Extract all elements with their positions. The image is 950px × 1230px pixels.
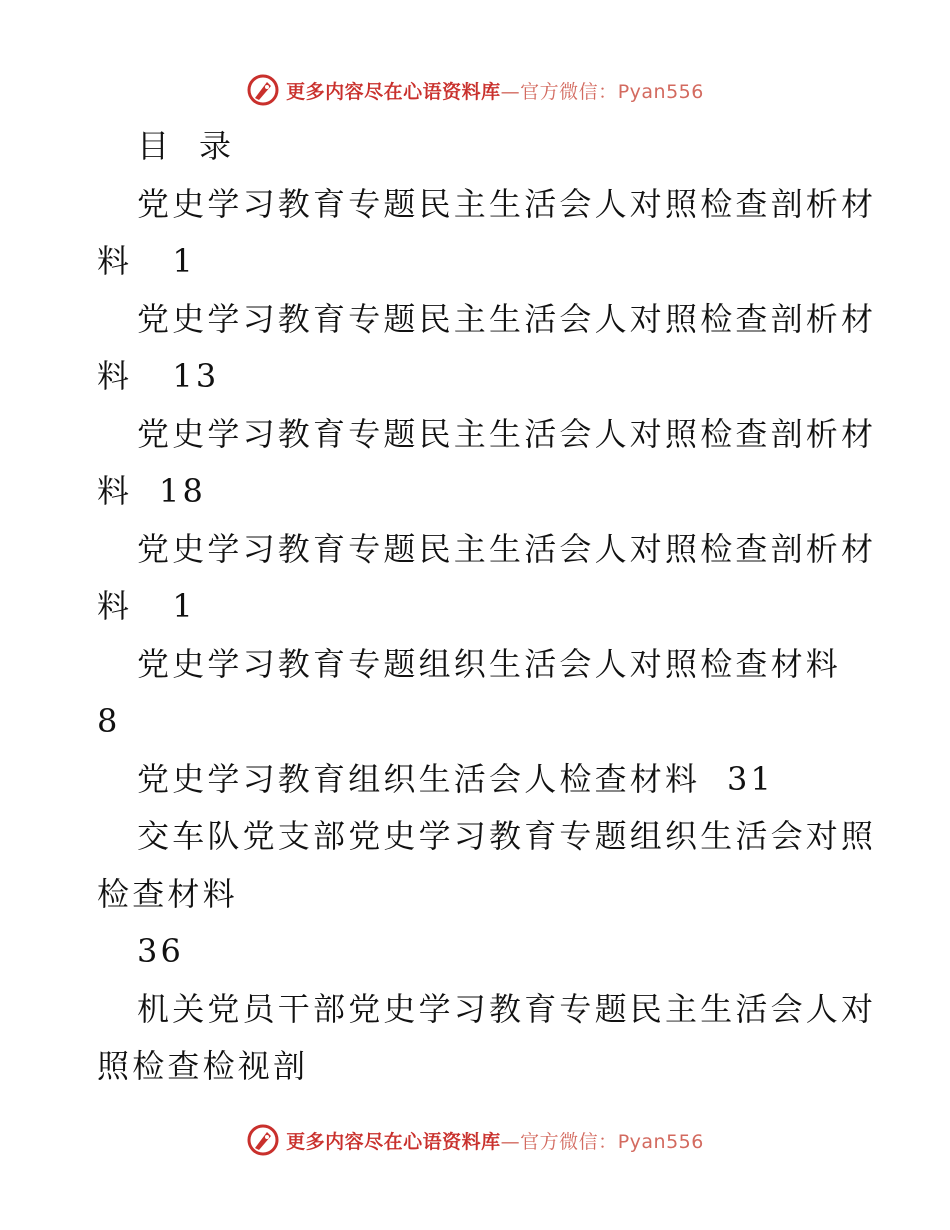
toc-line: 党史学习教育组织生活会人检查材料 31 <box>137 759 775 798</box>
toc-line: 料 1 <box>97 587 196 625</box>
toc-line: 料 13 <box>97 357 220 395</box>
toc-line: 检查材料 <box>97 874 238 913</box>
toc-line: 党史学习教育专题组织生活会人对照检查材料 <box>137 644 842 683</box>
pen-nib-logo-icon <box>246 73 280 107</box>
watermark-main: 更多内容尽在心语资料库 <box>286 80 501 103</box>
pen-nib-logo-icon <box>246 1123 280 1157</box>
watermark-official: 官方微信： <box>520 80 618 103</box>
toc-body <box>97 118 877 1096</box>
toc-line: 机关党员干部党史学习教育专题民主生活会人对 <box>137 989 877 1028</box>
watermark-dash: — <box>500 1130 521 1153</box>
toc-heading: 目 录 <box>137 127 235 165</box>
toc-line: 交车队党支部党史学习教育专题组织生活会对照 <box>137 817 877 855</box>
toc-line: 料 1 <box>97 242 196 280</box>
watermark-banner-bottom <box>0 1120 950 1160</box>
watermark-banner-top <box>0 70 950 110</box>
toc-line: 党史学习教育专题民主生活会人对照检查剖析材 <box>137 299 877 338</box>
watermark-official: 官方微信： <box>520 1130 618 1153</box>
watermark-id: Pyan556 <box>617 1130 704 1153</box>
toc-line: 党史学习教育专题民主生活会人对照检查剖析材 <box>137 414 877 453</box>
toc-line: 料 18 <box>97 472 207 510</box>
watermark-main: 更多内容尽在心语资料库 <box>286 1130 501 1153</box>
watermark-id: Pyan556 <box>617 80 704 103</box>
watermark-text <box>286 77 704 104</box>
toc-line: 照检查检视剖 <box>97 1047 309 1085</box>
toc-line: 36 <box>137 932 185 970</box>
toc-line: 党史学习教育专题民主生活会人对照检查剖析材 <box>137 184 877 223</box>
toc-line: 8 <box>97 702 121 740</box>
watermark-text <box>286 1127 704 1154</box>
toc-line: 党史学习教育专题民主生活会人对照检查剖析材 <box>137 529 877 568</box>
watermark-dash: — <box>500 80 521 103</box>
